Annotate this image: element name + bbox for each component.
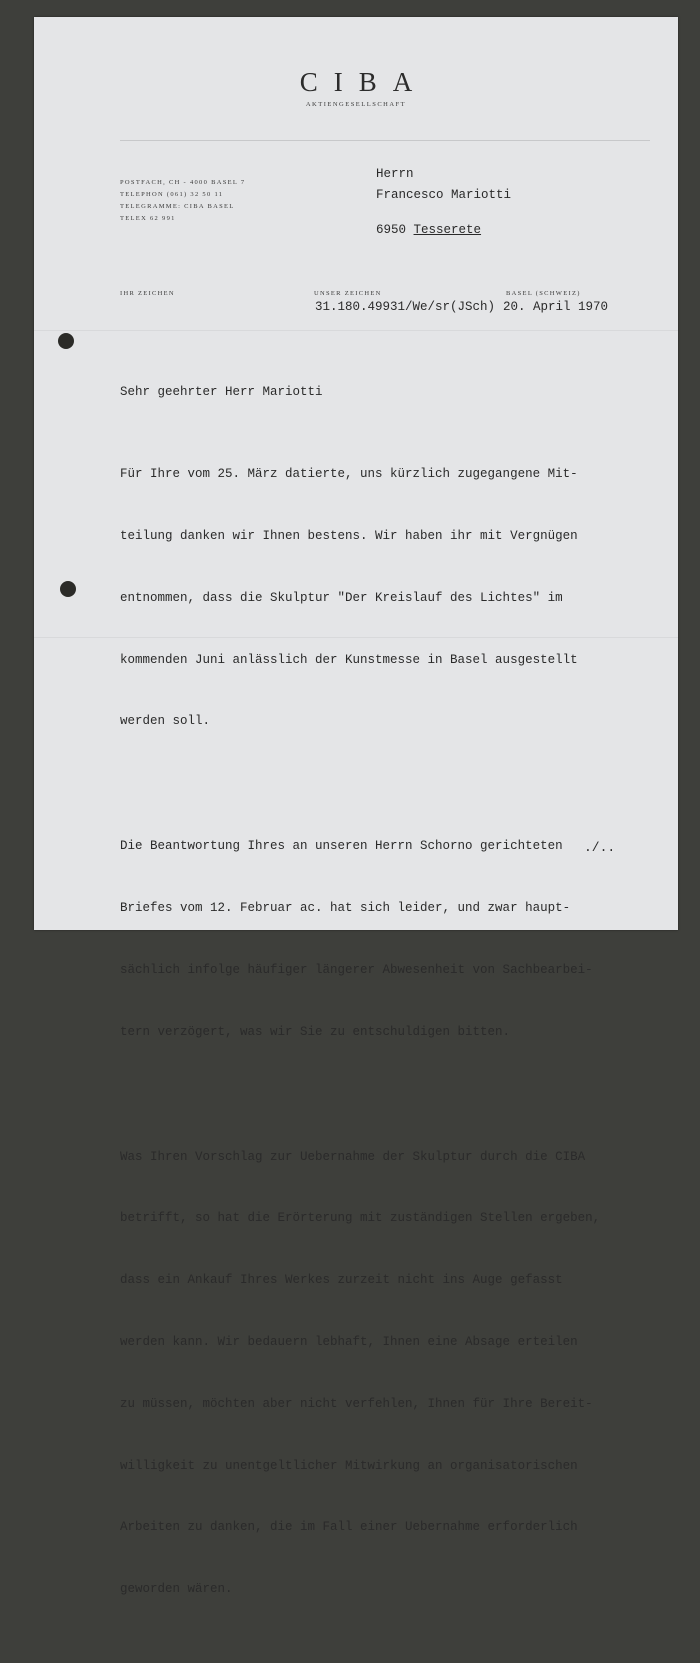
contact-line: TELEX 62 991 <box>120 215 176 222</box>
text-line: werden kann. Wir bedauern lebhaft, Ihnen eine Absage erteilen <box>120 1334 578 1349</box>
paragraph <box>120 423 600 773</box>
text-line: willigkeit zu unentgeltlicher Mitwirkung an organisatorischen <box>120 1458 578 1473</box>
recipient-name: Francesco Mariotti <box>376 188 512 202</box>
greeting: Sehr geehrter Herr Mariotti <box>120 385 323 399</box>
fold-line <box>34 330 678 331</box>
recipient-city-line <box>376 223 481 237</box>
recipient-city: Tesserete <box>413 223 482 237</box>
text-line: Briefes vom 12. Februar ac. hat sich leider, und zwar haupt- <box>120 901 571 916</box>
contact-line: TELEPHON (061) 32 50 11 <box>120 191 224 198</box>
text-line: dass ein Ankauf Ihres Werkes zurzeit nicht ins Auge gefasst <box>120 1273 563 1288</box>
paragraph <box>120 1105 600 1640</box>
letter-body <box>120 423 600 1663</box>
text-line: Für Ihre vom 25. März datierte, uns kürzlich zugegangene Mit- <box>120 467 578 482</box>
text-line: tern verzögert, was wir Sie zu entschuldigen bitten. <box>120 1024 511 1039</box>
contact-line: POSTFACH, CH - 4000 BASEL 7 <box>120 179 246 186</box>
text-line: Arbeiten zu danken, die im Fall einer Uebernahme erforderlich <box>120 1520 578 1535</box>
recipient-title: Herrn <box>376 167 414 181</box>
company-logo: CIBA <box>299 67 429 97</box>
text-line: sächlich infolge häufiger längerer Abwesenheit von Sachbearbei- <box>120 962 593 977</box>
text-line: Die Beantwortung Ihres an unseren Herrn Schorno gerichteten <box>120 839 563 854</box>
paragraph <box>120 795 600 1083</box>
continuation-mark: ./.. <box>584 840 616 855</box>
punch-hole <box>58 333 74 349</box>
place-label: BASEL (SCHWEIZ) <box>506 290 581 297</box>
letter-date: 20. April 1970 <box>503 300 609 314</box>
punch-hole <box>60 581 76 597</box>
text-line: betrifft, so hat die Erörterung mit zuständigen Stellen ergeben, <box>120 1211 601 1226</box>
unser-zeichen-label: UNSER ZEICHEN <box>314 290 382 297</box>
text-line: werden soll. <box>120 714 211 729</box>
text-line: geworden wären. <box>120 1582 233 1597</box>
company-subtitle: AKTIENGESELLSCHAFT <box>305 101 407 108</box>
letter-page <box>34 17 678 1597</box>
recipient-postcode: 6950 <box>376 223 407 237</box>
text-line: teilung danken wir Ihnen bestens. Wir haben ihr mit Vergnügen <box>120 528 578 543</box>
text-line: Was Ihren Vorschlag zur Uebernahme der Skulptur durch die CIBA <box>120 1149 586 1164</box>
ihr-zeichen-label: IHR ZEICHEN <box>120 290 175 297</box>
text-line: kommenden Juni anlässlich der Kunstmesse in Basel ausgestellt <box>120 652 578 667</box>
text-line: entnommen, dass die Skulptur "Der Kreislauf des Lichtes" im <box>120 590 563 605</box>
text-line: zu müssen, möchten aber nicht verfehlen, Ihnen für Ihre Bereit- <box>120 1396 593 1411</box>
contact-block <box>120 177 245 225</box>
header-rule <box>120 140 650 141</box>
unser-zeichen-value: 31.180.49931/We/sr(JSch) <box>315 300 496 314</box>
contact-line: TELEGRAMME: CIBA BASEL <box>120 203 235 210</box>
